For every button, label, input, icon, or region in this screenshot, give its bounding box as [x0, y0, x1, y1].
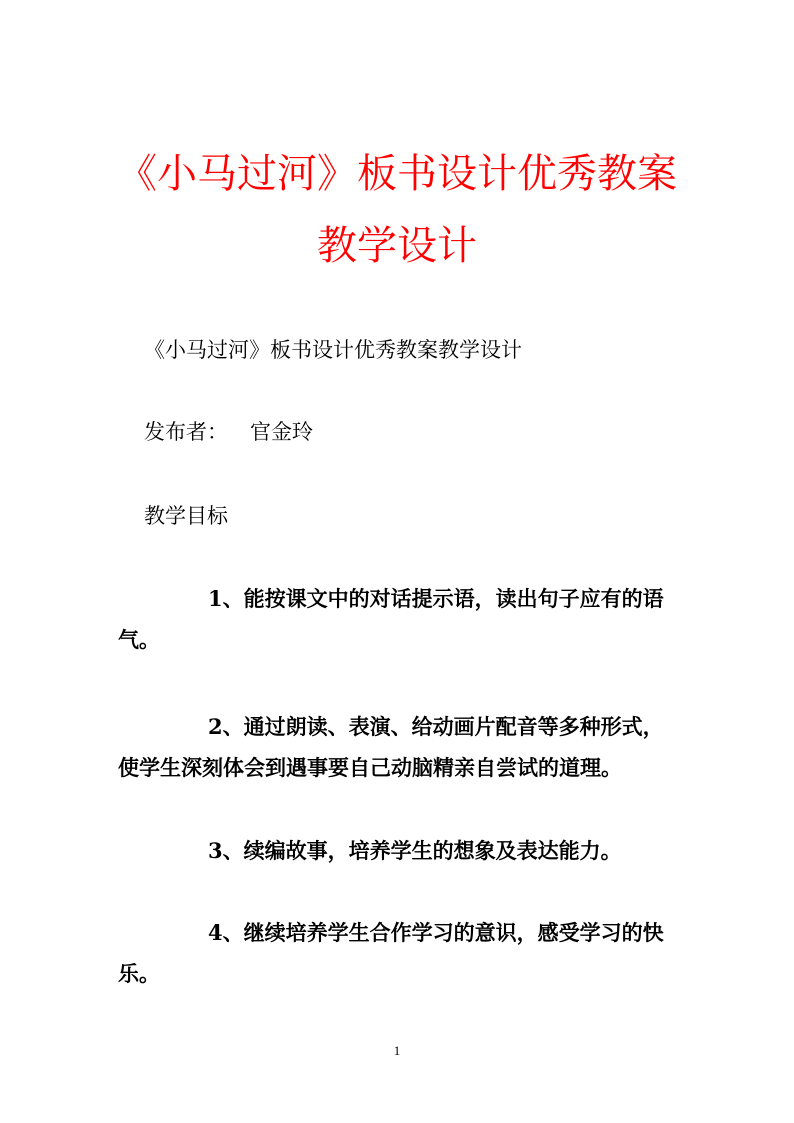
- section-heading: 教学目标: [144, 504, 228, 528]
- page-number: 1: [393, 1043, 401, 1058]
- goal-item: 1、能按课文中的对话提示语，读出句子应有的语气。: [118, 586, 664, 652]
- author-label: 发布者：: [144, 420, 228, 444]
- document-title: 《小马过河》板书设计优秀教案教学设计: [117, 151, 677, 269]
- author-name: 官金玲: [250, 420, 313, 444]
- goal-item: 2、通过朗读、表演、给动画片配音等多种形式，使学生深刻体会到遇事要自己动脑精亲自尝试的道理。: [118, 714, 664, 780]
- goal-item: 4、继续培养学生合作学习的意识，感受学习的快乐。: [118, 920, 664, 986]
- goal-item: 3、续编故事，培养学生的想象及表达能力。: [208, 838, 622, 863]
- author-line: [118, 412, 678, 453]
- document-subtitle: 《小马过河》板书设计优秀教案教学设计: [144, 338, 522, 362]
